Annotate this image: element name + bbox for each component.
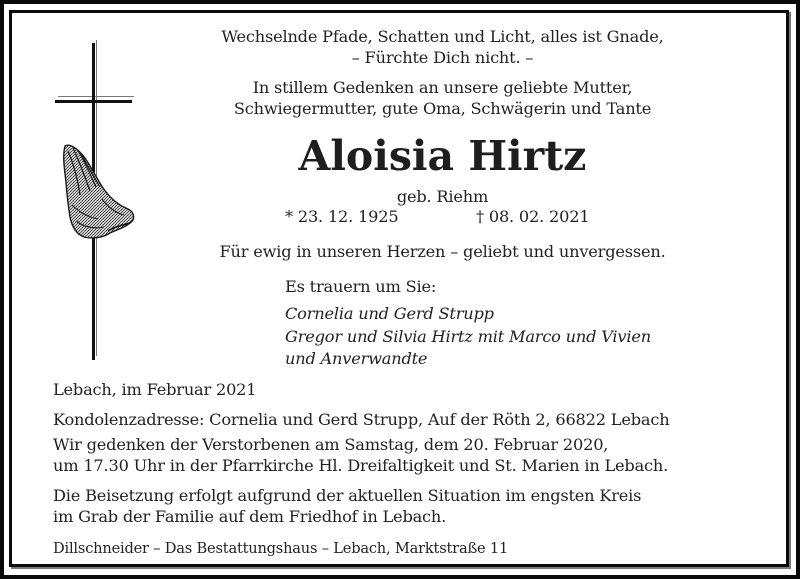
burial-note-line-1: Die Beisetzung erfolgt aufgrund der aktuellen Situation im engsten Kreis (53, 486, 642, 505)
cross-horizontal-bar (55, 100, 132, 103)
mourners-heading: Es trauern um Sie: (285, 277, 437, 296)
funeral-home: Dillschneider – Das Bestattungshaus – Lebach, Marktstraße 11 (53, 540, 509, 557)
burial-note-line-2: im Grab der Familie auf dem Friedhof in Lebach. (53, 507, 447, 526)
tribute-line: Für ewig in unseren Herzen – geliebt und unvergessen. (219, 242, 666, 261)
maiden-name: geb. Riehm (396, 187, 489, 206)
memorial-service-line-1: Wir gedenken der Verstorbenen am Samstag, dem 20. Februar 2020, (53, 435, 609, 454)
motto-line-2: – Fürchte Dich nicht. – (351, 48, 534, 67)
praying-hands-icon (58, 143, 138, 243)
intro-line-2: Schwiegermutter, gute Oma, Schwägerin und Tante (233, 99, 652, 118)
condolence-address: Kondolenzadresse: Cornelia und Gerd Strupp, Auf der Röth 2, 66822 Lebach (53, 410, 670, 429)
death-date: † 08. 02. 2021 (476, 207, 590, 226)
deceased-name: Aloisia Hirtz (298, 132, 587, 180)
cross-horizontal-shadow (58, 96, 134, 97)
birth-date: * 23. 12. 1925 (285, 207, 399, 226)
intro-line-1: In stillem Gedenken an unsere geliebte Mutter, (252, 78, 633, 97)
memorial-service-line-2: um 17.30 Uhr in der Pfarrkirche Hl. Dreifaltigkeit und St. Marien in Lebach. (53, 456, 669, 475)
mourner-line-2: Gregor und Silvia Hirtz mit Marco und Vivien (285, 327, 651, 346)
place-date: Lebach, im Februar 2021 (53, 380, 257, 399)
motto-line-1: Wechselnde Pfade, Schatten und Licht, alles ist Gnade, (221, 27, 664, 46)
mourner-line-3: und Anverwandte (285, 349, 428, 368)
mourner-line-1: Cornelia und Gerd Strupp (285, 304, 494, 323)
